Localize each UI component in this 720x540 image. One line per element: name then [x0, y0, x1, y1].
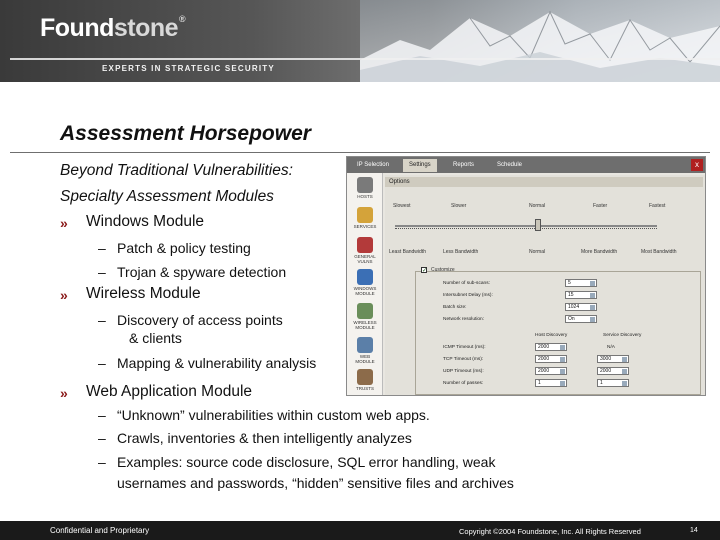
wireless-icon — [357, 303, 373, 319]
sidebar-item-trusts[interactable] — [351, 369, 379, 391]
trademark-mark: ® — [179, 14, 186, 24]
chevron-down-icon — [560, 345, 565, 350]
sidebar-item-web-module[interactable] — [351, 337, 379, 364]
intro-line-1: Beyond Traditional Vulnerabilities: — [60, 162, 293, 179]
service-discovery-header: Service Discovery — [603, 333, 642, 338]
timeout-label: TCP Timeout (ms): — [443, 357, 484, 362]
icmp-host-select[interactable] — [535, 343, 567, 351]
section-heading-windows: Windows Module — [86, 213, 205, 230]
bandwidth-label: Normal — [529, 249, 546, 255]
tab-schedule[interactable]: Schedule — [497, 162, 523, 168]
passes-host-select[interactable] — [535, 379, 567, 387]
chevron-down-icon — [622, 381, 627, 386]
speed-slider-track[interactable] — [395, 225, 657, 227]
section-heading-web: Web Application Module — [86, 383, 253, 400]
footer-confidential: Confidential and Proprietary — [50, 526, 150, 535]
batch-size-select[interactable] — [565, 303, 597, 311]
speed-label: Normal — [529, 203, 546, 209]
dash-icon: – — [98, 355, 106, 371]
dash-icon: – — [98, 312, 106, 328]
list-item: Mapping & vulnerability analysis — [117, 355, 317, 371]
slide-title: Assessment Horsepower — [60, 122, 311, 145]
dash-icon: – — [98, 240, 106, 256]
udp-host-select[interactable] — [535, 367, 567, 375]
field-label: Number of sub-scans: — [443, 281, 490, 286]
list-item: Trojan & spyware detection — [117, 264, 287, 280]
brand-name-accent: stone — [113, 14, 179, 42]
sidebar-item-label: HOSTS — [357, 194, 373, 199]
field-value: 3000 — [600, 356, 612, 362]
field-value: 2000 — [538, 344, 550, 350]
hosts-icon — [357, 177, 373, 193]
page-number: 14 — [690, 527, 698, 534]
timeout-label: UDP Timeout (ms): — [443, 369, 484, 374]
header-banner — [0, 0, 720, 82]
sidebar-item-label: GENERAL VULNS — [354, 254, 376, 264]
bullet-icon: » — [60, 215, 68, 231]
options-header: Options — [385, 177, 703, 187]
footer-bar — [0, 521, 720, 540]
customize-checkbox[interactable]: ✓ — [422, 268, 428, 274]
sidebar-item-label: TRUSTS — [356, 386, 374, 391]
speed-label: Fastest — [649, 203, 666, 209]
sidebar-item-label: WIRELESS MODULE — [353, 320, 377, 330]
tab-reports[interactable]: Reports — [453, 162, 475, 168]
passes-service-select[interactable] — [597, 379, 629, 387]
host-discovery-header: Host Discovery — [535, 333, 568, 338]
bullet-icon: » — [60, 385, 68, 401]
sidebar-item-wireless-module[interactable] — [351, 303, 379, 330]
timeout-label: Number of passes: — [443, 381, 484, 386]
tab-ip-selection[interactable]: IP Selection — [357, 162, 389, 168]
field-value: 1 — [538, 380, 541, 386]
bandwidth-label: Less Bandwidth — [443, 249, 479, 255]
field-value: 2000 — [538, 368, 550, 374]
subnet-delay-select[interactable] — [565, 291, 597, 299]
chevron-down-icon — [560, 381, 565, 386]
dash-icon: – — [98, 264, 106, 280]
list-item-continuation: & clients — [129, 330, 182, 346]
dash-icon: – — [98, 407, 106, 423]
sidebar-item-services[interactable] — [351, 207, 379, 229]
field-value: On — [568, 316, 575, 322]
tab-settings[interactable]: Settings — [403, 159, 437, 172]
gear-icon — [357, 207, 373, 223]
trusts-icon — [357, 369, 373, 385]
tcp-host-select[interactable] — [535, 355, 567, 363]
list-item: Discovery of access points — [117, 312, 283, 328]
web-icon — [357, 337, 373, 353]
field-value: 5 — [568, 280, 571, 286]
speed-label: Faster — [593, 203, 608, 209]
tagline: EXPERTS IN STRATEGIC SECURITY — [102, 64, 275, 73]
list-item-continuation: usernames and passwords, “hidden” sensitive files and archives — [117, 475, 514, 491]
list-item: Examples: source code disclosure, SQL error handling, weak — [117, 454, 496, 470]
timeout-label: ICMP Timeout (ms): — [443, 345, 486, 350]
field-value: 1 — [600, 380, 603, 386]
bandwidth-label: Most Bandwidth — [641, 249, 677, 255]
mountain-image — [360, 0, 720, 82]
tab-bar — [347, 157, 706, 173]
chevron-down-icon — [590, 317, 595, 322]
chevron-down-icon — [560, 357, 565, 362]
dash-icon: – — [98, 430, 106, 446]
customize-label: Customize — [431, 267, 455, 273]
bandwidth-label: Least Bandwidth — [389, 249, 426, 255]
speed-label: Slower — [451, 203, 467, 209]
chevron-down-icon — [590, 293, 595, 298]
intro-line-2: Specialty Assessment Modules — [60, 188, 274, 205]
sub-scans-select[interactable] — [565, 279, 597, 287]
list-item: Patch & policy testing — [117, 240, 251, 256]
chevron-down-icon — [622, 357, 627, 362]
section-heading-wireless: Wireless Module — [86, 285, 201, 302]
speed-label: Slowest — [393, 203, 411, 209]
sidebar-item-general-vulns[interactable] — [351, 237, 379, 264]
sidebar-item-label: WINDOWS MODULE — [353, 286, 377, 296]
udp-service-select[interactable] — [597, 367, 629, 375]
bandwidth-label: More Bandwidth — [581, 249, 618, 255]
settings-panel — [385, 175, 705, 395]
chevron-down-icon — [590, 305, 595, 310]
list-item: Crawls, inventories & then intelligently analyzes — [117, 430, 412, 446]
chevron-down-icon — [590, 281, 595, 286]
field-value: 2000 — [538, 356, 550, 362]
footer-copyright: Copyright ©2004 Foundstone, Inc. All Rights Reserved — [459, 527, 641, 536]
speed-slider-handle[interactable] — [535, 219, 541, 231]
dash-icon: – — [98, 454, 106, 470]
vulns-icon — [357, 237, 373, 253]
field-value: 2000 — [600, 368, 612, 374]
foundstone-logo — [40, 14, 185, 43]
chevron-down-icon — [622, 369, 627, 374]
tcp-service-select[interactable] — [597, 355, 629, 363]
sidebar-item-label: SERVICES — [353, 224, 377, 229]
brand-name-main: Found — [40, 14, 114, 42]
bullet-icon: » — [60, 287, 68, 303]
sidebar-item-label: WEB MODULE — [355, 354, 375, 364]
slider-ticks — [395, 228, 657, 232]
header-divider — [10, 58, 720, 60]
sidebar-item-windows-module[interactable] — [351, 269, 379, 296]
close-icon[interactable]: x — [691, 159, 703, 171]
field-value: 15 — [568, 292, 574, 298]
field-label: Batch size: — [443, 305, 467, 310]
list-item: “Unknown” vulnerabilities within custom web apps. — [117, 407, 430, 423]
title-divider — [10, 152, 710, 153]
network-resolution-select[interactable] — [565, 315, 597, 323]
field-value: 1024 — [568, 304, 580, 310]
windows-icon — [357, 269, 373, 285]
app-screenshot — [346, 156, 706, 396]
module-sidebar — [347, 173, 383, 396]
sidebar-item-hosts[interactable] — [351, 177, 379, 199]
chevron-down-icon — [560, 369, 565, 374]
field-label: Network resolution: — [443, 317, 485, 322]
field-label: Intersubnet Delay (ms): — [443, 293, 493, 298]
na-label: N/A — [607, 345, 615, 350]
